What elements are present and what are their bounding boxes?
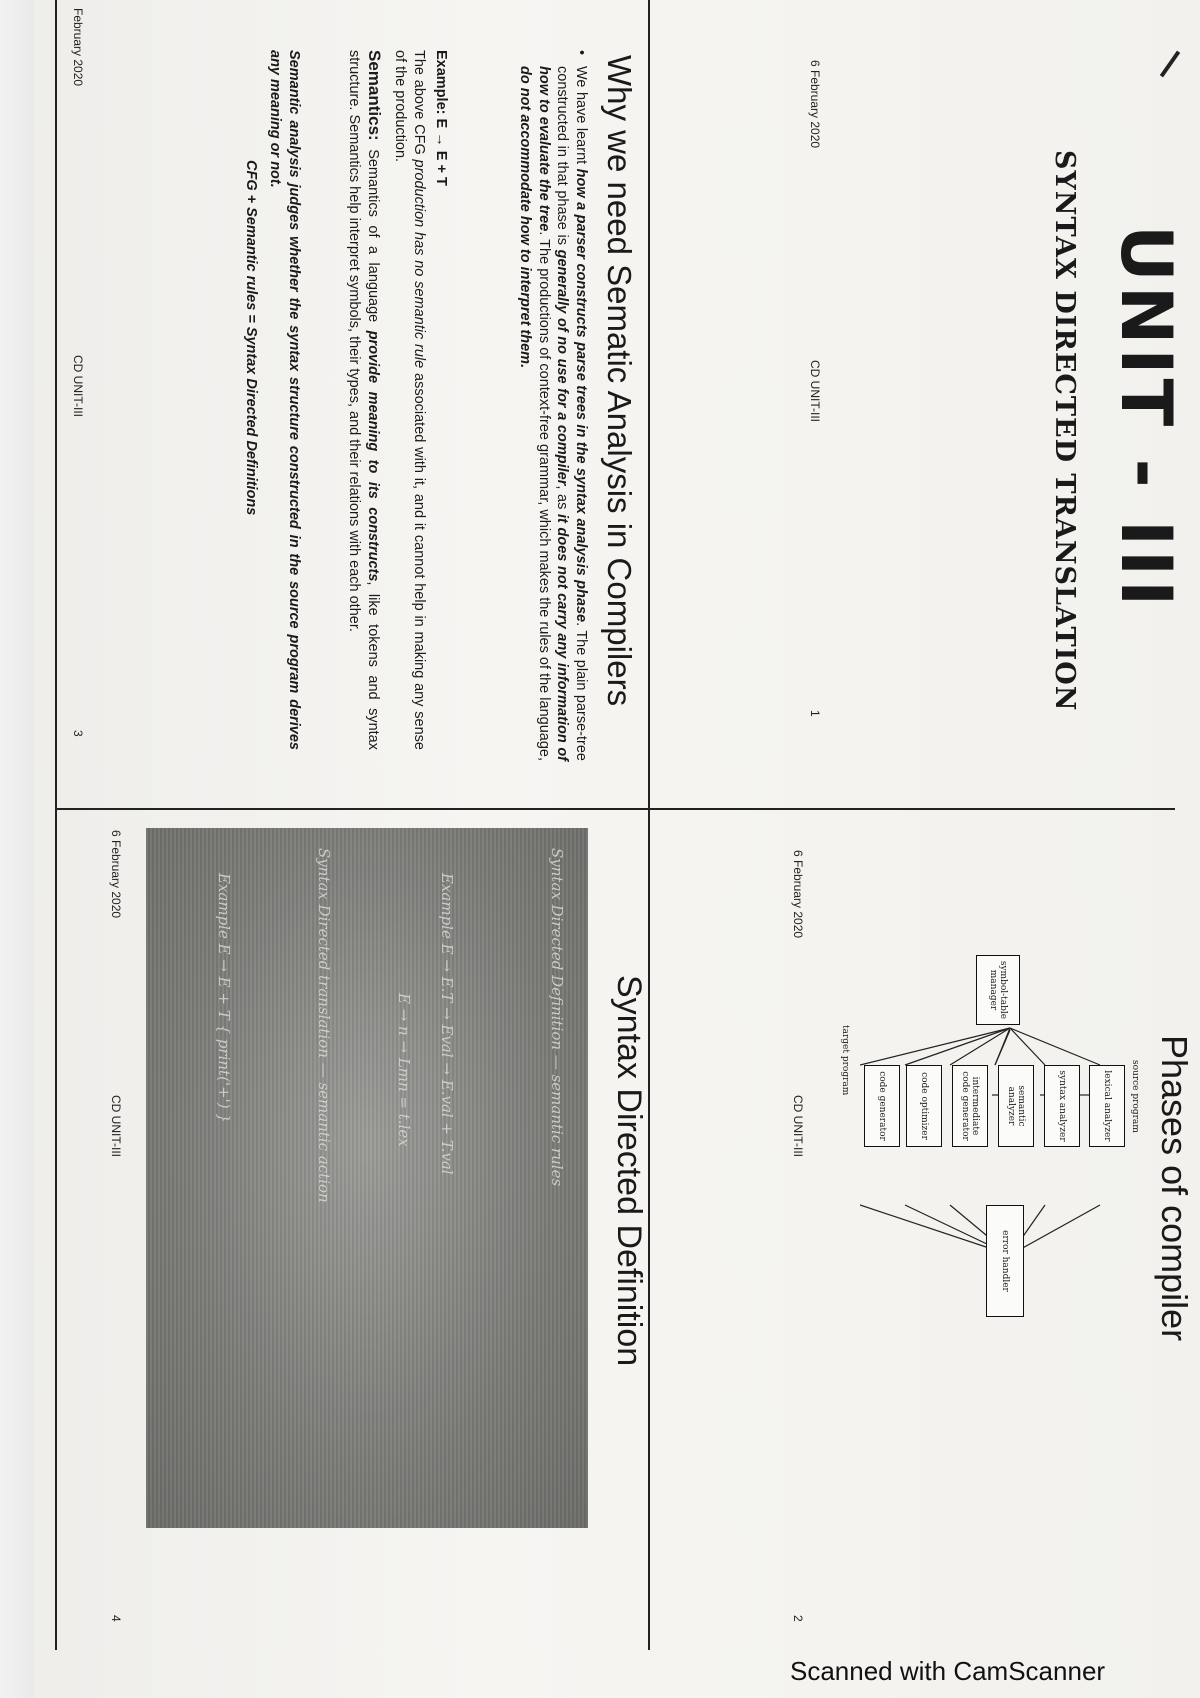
formula-line [241, 160, 260, 760]
bullet-text-5: , as [554, 485, 571, 515]
bullet-text-2: how a parser constructs parse trees in the syntax analysis phase [573, 168, 589, 623]
judge-text: Semantic analysis judges whether the syntax structure constructed in the source program derives any meaning or not. [267, 50, 302, 750]
compiler-phases-diagram [860, 960, 1140, 1500]
cfg-text-2: production has no semantic rule [411, 159, 427, 369]
slide-4-course: CD UNIT-III [109, 1095, 123, 1157]
phase-syntax: syntax analyzer [1044, 1065, 1080, 1147]
phase-optimizer: code optimizer [906, 1065, 942, 1147]
cfg-text-1: The above CFG [411, 50, 427, 160]
phase-semantic: semantic analyzer [998, 1065, 1034, 1147]
unit-title: UNIT - III [1105, 225, 1187, 611]
phase-intermediate: intermediate code generator [952, 1065, 988, 1147]
bullet-text-3: . The plain parse-tree constructed in that phase is [554, 66, 589, 761]
slide-3-course: CD UNIT-III [71, 355, 85, 417]
example-line [431, 50, 450, 750]
example-label: Example: [433, 50, 449, 115]
target-program-label: target program [840, 1025, 850, 1096]
slide-4-page: 4 [109, 1615, 123, 1622]
bullet-text-7: . The productions of context-free grammar, which makes the rules of the language, [535, 231, 552, 762]
slide-3-date: February 2020 [71, 8, 85, 87]
symbol-table-box: symbol-table manager [976, 955, 1020, 1025]
error-handler-box: error handler [986, 1205, 1024, 1317]
formula-text: CFG + Semantic rules = Syntax Directed Definitions [243, 160, 259, 516]
cfg-text-3: associated with it, and it cannot help in making any sense of the production. [392, 50, 427, 750]
judge-paragraph [266, 50, 303, 750]
slide-1-course: CD UNIT-III [808, 360, 822, 422]
handwritten-notes-photo [146, 828, 588, 1528]
slide-3 [57, 0, 648, 808]
slide-4-date: 6 February 2020 [109, 830, 123, 919]
bullet-text-6: it does not carry any information of how to evaluate the tree [535, 66, 571, 762]
slide-2-date: 6 February 2020 [791, 850, 805, 939]
page-edge [0, 0, 34, 1698]
slide-1-page: 1 [808, 710, 822, 717]
bullet-text-8: do not accommodate how to interpret them. [517, 66, 534, 369]
semantics-text-3: , like tokens and syntax structure. Semantics help interpret symbols, their types, and their relations with each other. [346, 50, 381, 750]
semantics-label: Semantics: [365, 50, 384, 141]
bullet-text-4: generally of no use for a compiler [554, 249, 571, 486]
note-line-1: Syntax Directed Definition — semantic rules [548, 848, 566, 1187]
slide-3-page: 3 [71, 730, 85, 737]
semantic-analysis-title: Why we need Sematic Analysis in Compilers [601, 55, 638, 707]
semantics-text-1: Semantics of a language [365, 140, 381, 331]
phase-lexical: lexical analyzer [1089, 1065, 1125, 1147]
slide-1-date: 6 February 2020 [808, 60, 822, 149]
source-program-label: source program [1130, 1060, 1140, 1133]
slide-2 [650, 810, 1200, 1650]
semantics-paragraph [345, 50, 383, 750]
bullet-dot: • [573, 50, 589, 56]
note-line-2: Example E → E.T → Eval → E.val + T.val [438, 873, 456, 1175]
semantics-text-2: provide meaning to its constructs [365, 330, 381, 582]
unit-subtitle: SYNTAX DIRECTED TRANSLATION [1049, 150, 1080, 712]
note-line-4: Syntax Directed translation — semantic action [315, 848, 333, 1203]
phase-codegen: code generator [864, 1065, 900, 1147]
example-rule: E → E + T [433, 114, 449, 186]
sdd-title: Syntax Directed Definition [610, 975, 648, 1367]
bullet-text-1: We have learnt [573, 66, 589, 169]
note-line-3: E → n → Lmn = t.lex [395, 993, 413, 1147]
intro-bullet [516, 50, 590, 761]
camscanner-watermark: Scanned with CamScanner [790, 1656, 1106, 1686]
slide-1 [650, 0, 1200, 808]
cfg-paragraph [391, 50, 428, 750]
phases-title: Phases of compiler [1154, 1035, 1195, 1342]
slide-2-course: CD UNIT-III [791, 1095, 805, 1157]
slide-4 [57, 810, 648, 1650]
slide-2-page: 2 [791, 1615, 805, 1622]
note-line-5: Example E → E + T { print('+') } [215, 873, 233, 1123]
